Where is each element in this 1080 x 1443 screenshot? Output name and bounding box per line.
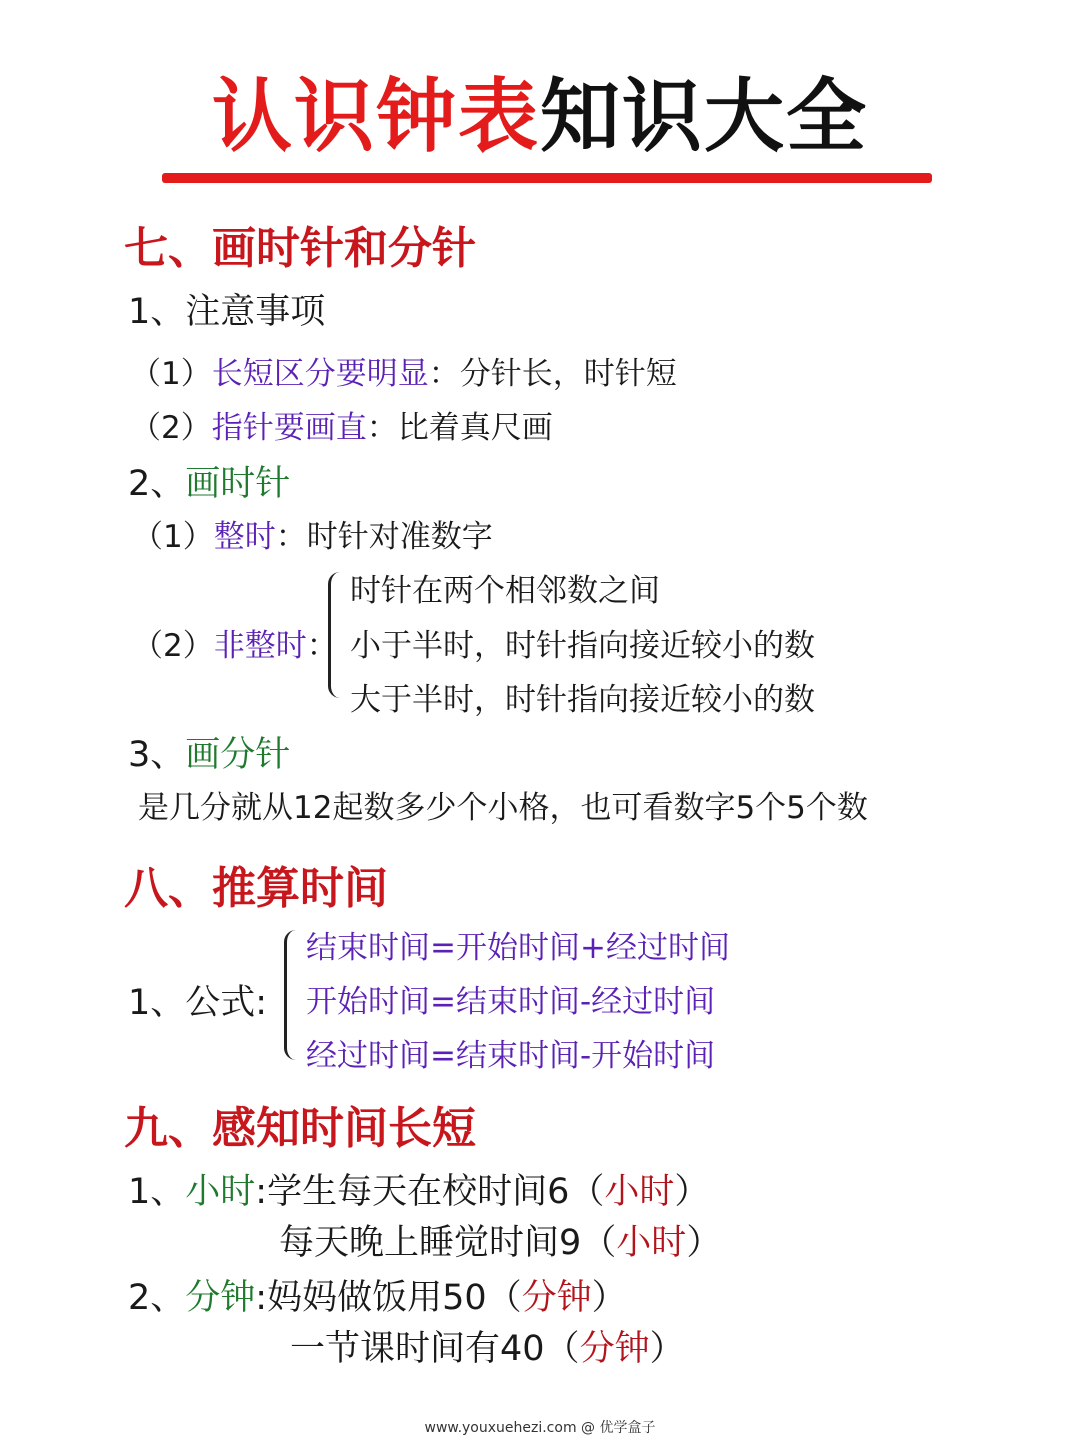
hour-text: 学生每天在校时间6 — [267, 1172, 570, 1212]
item-text: 时针对准数字 — [306, 519, 493, 555]
item-separator: ： — [366, 410, 398, 446]
brace-left — [328, 572, 343, 698]
sub-label: 小时 — [185, 1172, 256, 1212]
sub-separator: : — [255, 1278, 268, 1318]
section7-sub1: 1、注意事项 — [128, 292, 326, 332]
sub-label: 分钟 — [185, 1278, 256, 1318]
sub-number: 3、 — [128, 735, 186, 775]
paren-open: （ — [544, 1329, 580, 1369]
page-title — [0, 52, 1080, 167]
item-separator: ： — [306, 628, 338, 664]
unit-answer: 小时 — [616, 1223, 687, 1263]
sub-number: 2、 — [128, 464, 186, 504]
item-number: （2） — [132, 628, 214, 664]
item-label: 非整时 — [213, 628, 307, 664]
item-number: （1） — [132, 519, 214, 555]
section7-heading: 七、画时针和分针 — [124, 223, 476, 274]
section7-item2 — [130, 402, 553, 447]
paren-open: （ — [486, 1278, 522, 1318]
sub-label: 画时针 — [185, 464, 291, 504]
section8-heading: 八、推算时间 — [124, 863, 388, 914]
title-underline — [162, 173, 932, 183]
paren-open: （ — [569, 1172, 605, 1212]
item4-line-2: 小于半时，时针指向接近较小的数 — [350, 628, 815, 664]
title-black-part: 知识大全 — [540, 70, 868, 163]
item-number: （2） — [130, 410, 212, 446]
hour-row-2 — [279, 1215, 721, 1265]
hour-row-1 — [128, 1164, 709, 1214]
item-text: 分针长，时针短 — [459, 356, 677, 392]
item-separator: ： — [275, 519, 307, 555]
section7-item3 — [132, 511, 493, 556]
section7-item1 — [130, 348, 677, 393]
section9-heading: 九、感知时间长短 — [124, 1103, 476, 1154]
paren-close: ） — [686, 1223, 722, 1263]
item4-line-1: 时针在两个相邻数之间 — [350, 573, 660, 609]
paren-close: ） — [591, 1278, 627, 1318]
item-text: 比着真尺画 — [397, 410, 553, 446]
item4-line-3: 大于半时，时针指向接近较小的数 — [350, 682, 815, 718]
item-label: 长短区分要明显 — [211, 356, 429, 392]
formula-3: 经过时间=结束时间-开始时间 — [306, 1038, 716, 1074]
minute-text: 妈妈做饭用50 — [267, 1278, 487, 1318]
minute-row-1 — [128, 1270, 627, 1320]
unit-answer: 小时 — [604, 1172, 675, 1212]
item-label: 整时 — [213, 519, 276, 555]
formula-2: 开始时间=结束时间-经过时间 — [306, 984, 716, 1020]
item-separator: ： — [428, 356, 460, 392]
sub-number: 2、 — [128, 1278, 186, 1318]
sub-separator: : — [255, 1172, 268, 1212]
section7-sub2 — [128, 456, 290, 506]
unit-answer: 分钟 — [521, 1278, 592, 1318]
formula-label: 1、公式: — [128, 983, 268, 1023]
hour-text: 每天晚上睡觉时间9 — [279, 1223, 582, 1263]
minute-text: 一节课时间有40 — [290, 1329, 545, 1369]
paren-close: ） — [649, 1329, 685, 1369]
unit-answer: 分钟 — [579, 1329, 650, 1369]
title-red-part: 认识钟表 — [212, 70, 540, 163]
sub-label: 画分针 — [185, 735, 291, 775]
item-label: 指针要画直 — [211, 410, 367, 446]
footer-watermark: www.youxuehezi.com @ 优学盒子 — [424, 1420, 656, 1436]
formula-1: 结束时间=开始时间+经过时间 — [306, 930, 730, 966]
paren-close: ） — [674, 1172, 710, 1212]
sub-number: 1、 — [128, 1172, 186, 1212]
section7-item4-label — [132, 620, 338, 665]
item-number: （1） — [130, 356, 212, 392]
brace-left — [284, 930, 299, 1060]
paren-open: （ — [581, 1223, 617, 1263]
section7-text3: 是几分就从12起数多少个小格，也可看数字5个5个数 — [138, 790, 868, 826]
minute-row-2 — [290, 1321, 685, 1371]
section7-sub3 — [128, 727, 290, 777]
